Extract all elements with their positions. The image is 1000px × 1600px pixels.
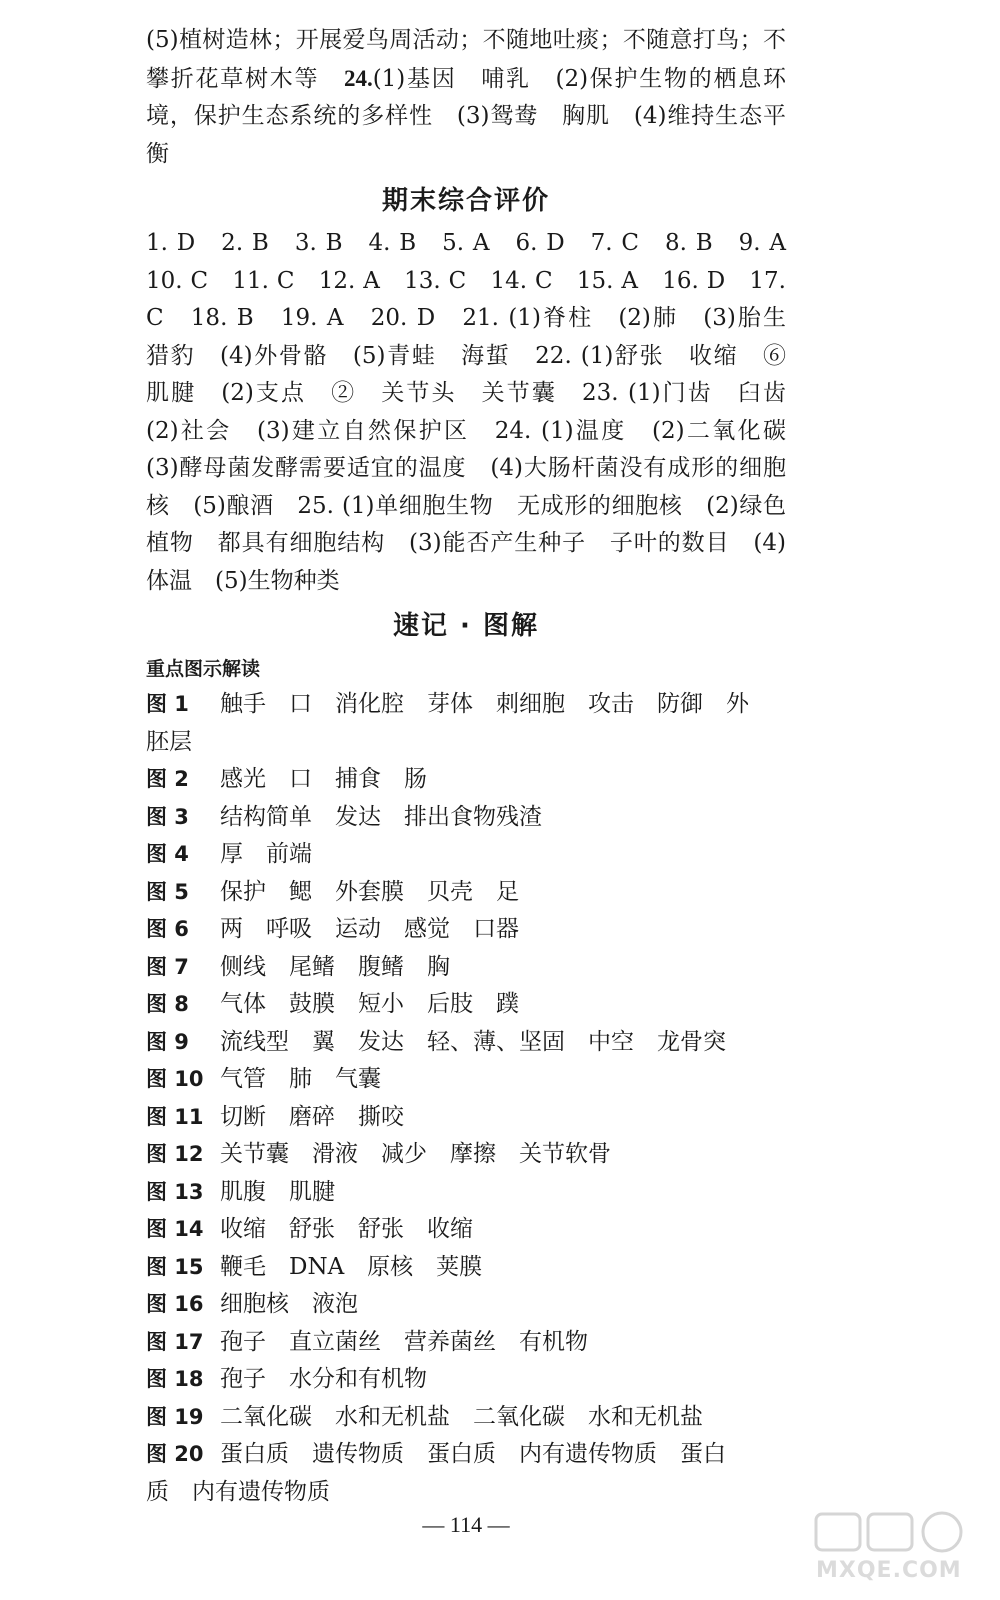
figure-item (146, 686, 786, 724)
section-title-quick-notes: 速记 · 图解 (393, 611, 539, 641)
page-content (146, 22, 809, 1537)
watermark-logo (812, 1510, 972, 1588)
figure-label: 图 16 (146, 1292, 204, 1316)
figure-text: 流线型 翼 发达 轻、薄、坚固 中空 龙骨突 (220, 1028, 726, 1055)
figure-label: 图 17 (146, 1329, 204, 1354)
figure-text: 触手 口 消化腔 芽体 刺细胞 攻击 防御 外 (220, 691, 749, 717)
figure-item (146, 761, 786, 799)
figure-text: 肌腹 肌腱 (220, 1178, 335, 1205)
figure-item (146, 1136, 786, 1174)
figure-text: 厚 前端 (220, 841, 312, 867)
figure-label: 图 18 (146, 1367, 204, 1391)
figure-item (146, 1399, 786, 1437)
figure-list (146, 686, 786, 1511)
intro-text-part2: (1)基因 哺乳 (2)保护生物的栖息环境，保护生态系统的多样性 (3)鸳鸯 胸肌 (4)维持生态平衡 (146, 65, 787, 167)
figure-label: 图 20 (146, 1442, 204, 1466)
figure-text: 收缩 舒张 舒张 收缩 (220, 1216, 473, 1242)
figure-text: 孢子 直立菌丝 营养菌丝 有机物 (220, 1328, 588, 1355)
figure-label: 图 11 (146, 1104, 204, 1129)
figure-text-continued: 胚层 (146, 728, 192, 755)
figure-label: 图 9 (146, 1029, 189, 1054)
figure-text: 蛋白质 遗传物质 蛋白质 内有遗传物质 蛋白 (220, 1441, 726, 1467)
watermark-text: MXQE.COM (816, 1558, 962, 1583)
figure-text: 两 呼吸 运动 感觉 口器 (220, 916, 519, 942)
figure-text: 结构简单 发达 排出食物残渣 (220, 803, 542, 830)
intro-text-part1: (5)植树造林；开展爱鸟周活动；不随地吐痰；不随意打鸟；不攀折花草树木等 (146, 27, 786, 92)
intro-paragraph (146, 22, 786, 173)
figure-text: 侧线 尾鳍 腹鳍 胸 (220, 953, 450, 980)
figure-item (146, 1174, 786, 1212)
figure-text: 二氧化碳 水和无机盐 二氧化碳 水和无机盐 (220, 1403, 703, 1430)
figure-label: 图 12 (146, 1142, 204, 1166)
figure-text: 气管 肺 气囊 (220, 1066, 381, 1092)
figure-text: 细胞核 液泡 (220, 1291, 358, 1317)
figure-label: 图 14 (146, 1217, 204, 1241)
figure-item (146, 1099, 786, 1137)
figure-text-continued: 质 内有遗传物质 (146, 1478, 330, 1505)
figure-label: 图 10 (146, 1067, 204, 1091)
figure-text: 感光 口 捕食 肠 (220, 766, 427, 792)
figure-item (146, 1211, 786, 1249)
figure-text: 鞭毛 DNA 原核 荚膜 (220, 1253, 483, 1280)
figure-text: 切断 磨碎 撕咬 (220, 1103, 404, 1130)
figure-item (146, 1324, 786, 1362)
figure-item (146, 1061, 786, 1099)
figure-item (146, 986, 786, 1024)
figure-text: 保护 鳃 外套膜 贝壳 足 (220, 878, 519, 905)
figure-item (146, 1286, 786, 1324)
figure-label: 图 2 (146, 767, 189, 791)
figure-item (146, 836, 786, 874)
answers-paragraph: 1. D 2. B 3. B 4. B 5. A 6. D 7. C 8. B 9. A 10. C 11. C 12. A 13. C 14. C 15. A 16. D 17. C 18. B 19. A 20. D 21. (1)脊柱 (2)肺 (3)胎生 猎豹 (4)外骨骼 (5)青蛙 海蜇 22. (1)舒张 收缩 ⑥ 肌腱 (2)支点 ② 关节头 关节囊 23. (1)门齿 臼齿 (2)社会 (3)建立自然保护区 24. (1)温度 (2)二氧化碳 (3)酵母菌发酵需要适宜的温度 (4)大肠杆菌没有成形的细胞核 (5)酿酒 25. (1)单细胞生物 无成形的细胞核 (2)绿色植物 都具有细胞结构 (3)能否产生种子 子叶的数目 (4)体温 (5)生物种类 (146, 230, 809, 594)
question-number: 24. (343, 65, 373, 91)
figure-label: 图 5 (146, 879, 189, 904)
figure-label: 图 1 (146, 692, 189, 716)
figure-item (146, 1361, 786, 1399)
figure-label: 图 6 (146, 917, 189, 941)
section-subtitle: 重点图示解读 (146, 658, 261, 680)
figure-text: 孢子 水分和有机物 (220, 1366, 427, 1392)
figure-label: 图 15 (146, 1254, 204, 1279)
figure-item (146, 911, 786, 949)
section-title-final-evaluation: 期末综合评价 (381, 186, 550, 216)
figure-item (146, 949, 786, 987)
figure-item (146, 1024, 786, 1062)
page-number: — 114 — (422, 1512, 510, 1537)
figure-item (146, 799, 786, 837)
figure-label: 图 4 (146, 842, 189, 866)
figure-label: 图 3 (146, 804, 189, 829)
figure-label: 图 7 (146, 954, 189, 979)
figure-item (146, 1436, 786, 1474)
figure-text: 气体 鼓膜 短小 后肢 蹼 (220, 991, 519, 1017)
figure-item (146, 1249, 786, 1287)
figure-label: 图 19 (146, 1404, 204, 1429)
figure-label: 图 13 (146, 1179, 204, 1204)
figure-label: 图 8 (146, 992, 189, 1016)
figure-item (146, 874, 786, 912)
figure-text: 关节囊 滑液 减少 摩擦 关节软骨 (220, 1141, 611, 1167)
